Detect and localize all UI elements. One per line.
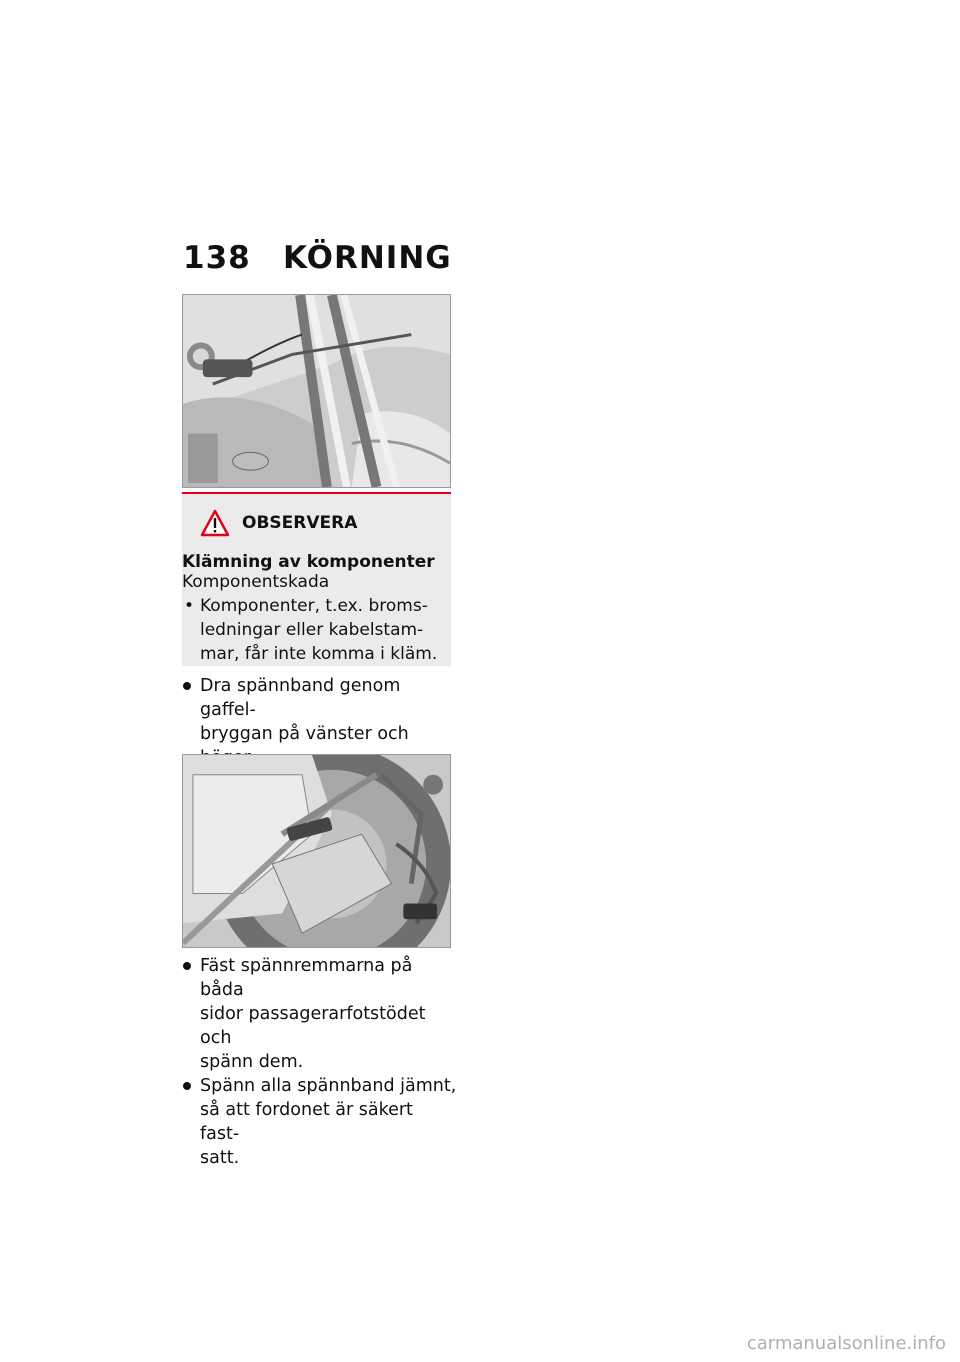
notice-title: Klämning av komponenter — [182, 552, 435, 572]
instruction-step: Dra spännband genom gaffel- bryggan på vänster och — [182, 674, 457, 794]
fork-bridge-illustration — [182, 294, 451, 488]
notice-subtitle: Komponentskada — [182, 572, 330, 592]
notice-header — [200, 506, 451, 540]
page-number: 138 — [183, 240, 251, 276]
notice-line: ledningar eller kabelstam- — [200, 620, 424, 640]
warning-triangle-icon — [200, 509, 230, 537]
instruction-steps-b — [182, 954, 457, 1170]
notice-line: • Komponenter, t.ex. broms- — [184, 596, 428, 616]
passenger-footrest-illustration — [182, 754, 451, 948]
section-title: KÖRNING — [283, 240, 452, 276]
bullet-icon — [183, 962, 191, 970]
watermark: carmanualsonline.info — [746, 1333, 946, 1354]
notice-line: mar, får inte komma i kläm. — [200, 644, 438, 664]
bullet-icon: • — [184, 596, 195, 616]
notice-list — [182, 594, 451, 666]
instruction-step: Spänn alla spännband jämnt, så att fordonet är säkert fast- satt. — [182, 1074, 457, 1170]
bullet-icon — [183, 1082, 191, 1090]
instruction-step: Fäst spännremmarna på båda sidor passagerarfotstödet och spänn dem. — [182, 954, 457, 1074]
notice-label: OBSERVERA — [242, 513, 358, 533]
warning-notice — [182, 492, 451, 666]
page-header — [183, 240, 452, 276]
bullet-icon — [183, 682, 191, 690]
